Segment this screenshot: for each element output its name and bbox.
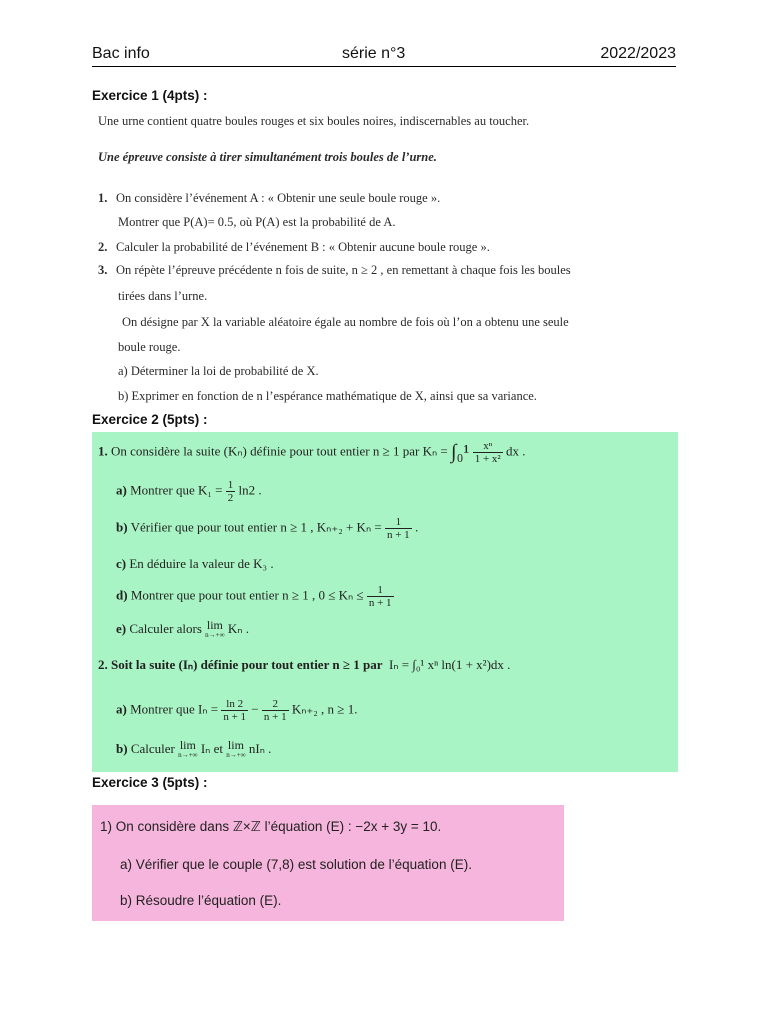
ex1-q3f: b) Exprimer en fonction de n l’espérance mathématique de X, ainsi que sa variance. [118,389,537,403]
ex2-b2-text: Calculer [130,740,175,756]
ex2-c-text: En déduire la valeur de K₃ . [129,556,274,571]
ex1-q1 [98,191,440,206]
ex1-q3c: On désigne par X la variable aléatoire égale au nombre de fois où l’on a obtenu une seule [122,315,569,329]
ex2-e-limit [205,620,224,640]
integral-symbol: ∫₀¹ [450,441,470,463]
ex2-d-text: Montrer que pour tout entier n ≥ 1 , 0 ≤ Kₙ ≤ [130,587,364,603]
ex1-q3-number: 3. [98,263,108,277]
ex1-epreuve: Une épreuve consiste à tirer simultanément trois boules de l’urne. [98,150,437,164]
header-subject: Bac info [92,45,150,62]
ex1-q3b: tirées dans l’urne. [118,289,208,303]
ex3-line-2: a) Vérifier que le couple (7,8) est solution de l’équation (E). [120,857,472,872]
fraction-denominator: 2 [227,492,234,504]
exercise-1-title: Exercice 1 (4pts) : [92,88,208,103]
limit-subscript: n→+∞ [178,751,198,759]
minus-sign: − [251,701,259,717]
limit-word: lim [179,738,196,752]
ex2-b-label: b) [116,519,128,535]
ex1-q2 [98,240,490,255]
ex2-b [116,516,418,541]
ex2-a2-fraction-2 [262,698,289,723]
ex2-p2-expr: Iₙ = ∫₀¹ xⁿ ln(1 + x²)dx . [388,657,511,672]
ex2-d-label: d) [116,587,128,603]
exercise-2-box [92,432,678,772]
ex2-d-fraction [367,584,394,609]
ex2-p2 [98,657,510,673]
ex3-line-3: b) Résoudre l’équation (E). [120,893,282,908]
ex2-e-text: Calculer alors [129,620,202,636]
header-series: série n°3 [342,45,406,62]
ex1-intro: Une urne contient quatre boules rouges et six boules noires, indiscernables au toucher. [98,114,530,128]
ex1-q3d: boule rouge. [118,340,181,354]
fraction-denominator: n + 1 [223,711,247,723]
fraction-numerator: 1 [367,584,394,597]
ex1-q1b: Montrer que P(A)= 0.5, où P(A) est la probabilité de A. [118,215,396,229]
ex2-d [116,584,394,609]
ex1-q2-number: 2. [98,240,108,254]
ex2-b2-limit-2 [226,740,245,760]
ex2-a2-label: a) [116,701,127,717]
fraction-denominator: n + 1 [386,529,410,541]
limit-word: lim [206,618,223,632]
fraction-numerator: 2 [262,698,289,711]
ex2-a-label: a) [116,482,127,498]
fraction-numerator: ln 2 [221,698,248,711]
ex1-q2-text: Calculer la probabilité de l’événement B : « Obtenir aucune boule rouge ». [116,240,490,254]
ex2-e-end: Kₙ . [227,620,249,636]
fraction-numerator: xⁿ [473,440,503,453]
fraction-denominator: n + 1 [368,597,392,609]
ex2-b2-end: nIₙ . [248,740,272,756]
ex2-b-fraction [385,516,412,541]
ex2-p1 [98,440,525,465]
ex2-a [116,479,262,504]
exercise-3-box [92,805,564,921]
ex1-q1-text: On considère l’événement A : « Obtenir une seule boule rouge ». [116,191,441,205]
ex2-p1-fraction [473,440,503,465]
ex2-b-end: . [414,519,419,535]
ex2-p2-number: 2. [98,657,108,672]
ex2-b2-label: b) [116,740,128,756]
ex1-q1-number: 1. [98,191,108,205]
ex2-p2-text: Soit la suite (Iₙ) définie pour tout entier n ≥ 1 par [111,657,383,672]
ex2-a-end: ln2 . [238,482,262,498]
exercise-3-title: Exercice 3 (5pts) : [92,775,208,790]
ex2-p1-end: dx . [505,443,526,459]
ex2-p1-number: 1. [98,443,108,459]
limit-word: lim [227,738,244,752]
ex2-b2 [116,740,271,760]
header-year: 2022/2023 [600,45,676,62]
ex2-e-label: e) [116,620,127,636]
ex2-a2 [116,698,357,723]
fraction-numerator: 1 [227,479,234,491]
page-header [92,44,676,67]
ex2-a2-fraction-1 [221,698,248,723]
ex2-a2-text: Montrer que Iₙ = [130,701,219,717]
fraction-numerator: 1 [385,516,412,529]
ex2-a2-end: Kₙ₊₂ , n ≥ 1. [291,701,358,717]
ex2-e [116,620,249,640]
fraction-denominator: 1 + x² [474,453,501,465]
ex1-q3e: a) Déterminer la loi de probabilité de X. [118,364,319,378]
ex2-b2-mid: Iₙ et [200,740,223,756]
ex2-c-label: c) [116,556,127,571]
ex2-b2-limit-1 [178,740,197,760]
exercise-2-title: Exercice 2 (5pts) : [92,412,208,427]
ex2-b-text: Vérifier que pour tout entier n ≥ 1 , Kₙ₊₂ + Kₙ = [130,519,382,535]
ex1-q3-text: On répète l’épreuve précédente n fois de suite, n ≥ 2 , en remettant à chaque fois les boules [116,263,571,277]
ex2-p1-text: On considère la suite (Kₙ) définie pour tout entier n ≥ 1 par Kₙ = [111,443,448,459]
ex3-line-1: 1) On considère dans ℤ×ℤ l’équation (E) : −2x + 3y = 10. [100,819,442,834]
fraction-denominator: n + 1 [263,711,287,723]
ex1-q3 [98,263,571,278]
limit-subscript: n→+∞ [226,751,246,759]
ex2-c [116,556,274,572]
ex2-a-fraction [226,479,236,504]
ex2-a-text: Montrer que K₁ = [130,482,223,498]
limit-subscript: n→+∞ [205,631,225,639]
